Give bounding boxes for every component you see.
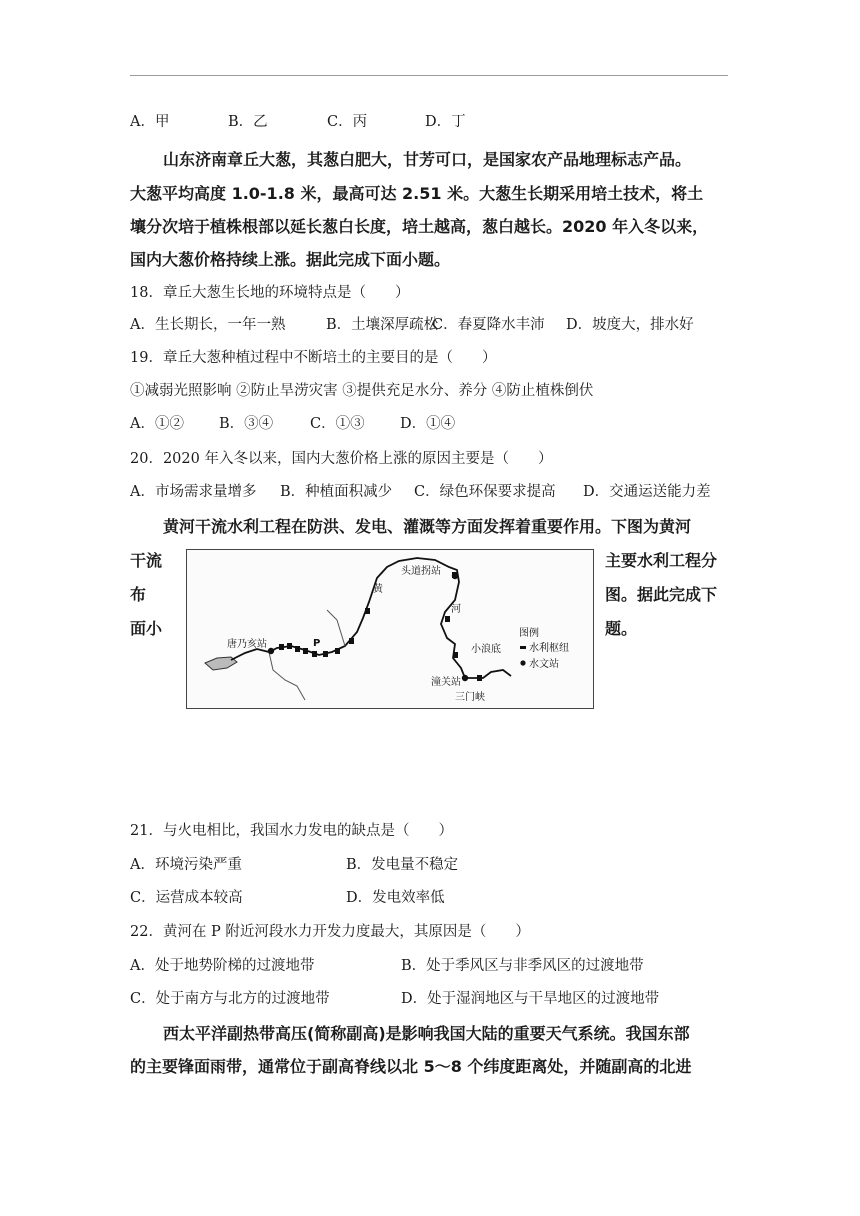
map-legend <box>519 626 569 670</box>
dam-marker <box>349 638 354 644</box>
station-tongguan <box>462 675 468 681</box>
q18-stem: 18．章丘大葱生长地的环境特点是（ ） <box>130 285 410 301</box>
q21-option-a: A．环境污染严重 <box>130 857 242 873</box>
passage2-left: 干流 <box>130 551 163 570</box>
dam-marker <box>365 608 370 614</box>
q21-option-d: D．发电效率低 <box>346 890 445 906</box>
passage1-line: 国内大葱价格持续上涨。据此完成下面小题。 <box>130 250 451 269</box>
q17-option-a: A．甲 <box>130 114 170 130</box>
q18-option-a: A．生长期长，一年一熟 <box>130 317 286 333</box>
q22-option-d: D．处于湿润地区与干旱地区的过渡地带 <box>401 991 660 1007</box>
q19-option-b: B．③④ <box>219 416 274 432</box>
q22-option-a: A．处于地势阶梯的过渡地带 <box>130 958 315 974</box>
dam-marker <box>477 675 482 681</box>
legend-dam: 水利枢纽 <box>529 643 569 654</box>
q20-option-c: C．绿色环保要求提高 <box>414 484 556 500</box>
label-tangnaihai: 唐乃亥站 <box>227 639 267 650</box>
legend-station: 水文站 <box>529 659 559 670</box>
label-he: 河 <box>451 604 461 615</box>
header-rule <box>130 75 728 76</box>
label-sanmenxia: 三门峡 <box>455 692 485 703</box>
dam-marker <box>303 648 308 654</box>
q19-option-a: A．①② <box>130 416 184 432</box>
q22-option-c: C．处于南方与北方的过渡地带 <box>130 991 330 1007</box>
passage2-left: 布 <box>130 585 147 604</box>
dam-marker <box>279 644 284 650</box>
passage2-right: 图。据此完成下 <box>605 585 718 604</box>
q21-option-b: B．发电量不稳定 <box>346 857 459 873</box>
passage3-line: 西太平洋副热带高压(简称副高)是影响我国大陆的重要天气系统。我国东部 <box>163 1024 690 1043</box>
yellow-river-map <box>186 549 594 709</box>
label-huang: 黄 <box>373 584 383 595</box>
passage1-line: 大葱平均高度 1.0-1.8 米，最高可达 2.51 米。大葱生长期采用培土技术，将土 <box>130 184 704 203</box>
passage3-line: 的主要锋面雨带，通常位于副高脊线以北 5～8 个纬度距离处，并随副高的北进 <box>130 1057 692 1076</box>
q18-option-d: D．坡度大，排水好 <box>566 317 694 333</box>
q19-stem: 19．章丘大葱种植过程中不断培土的主要目的是（ ） <box>130 350 497 366</box>
dam-marker <box>335 648 340 654</box>
label-tongguan: 潼关站 <box>431 677 461 688</box>
legend-title: 图例 <box>519 628 539 639</box>
label-xiaolangdi: 小浪底 <box>471 644 501 655</box>
legend-station-symbol <box>520 660 525 665</box>
label-toudaoguai: 头道拐站 <box>401 566 441 577</box>
yellow-river-line <box>231 558 511 678</box>
dam-marker <box>323 651 328 657</box>
q21-stem: 21．与火电相比，我国水力发电的缺点是（ ） <box>130 823 453 839</box>
q19-items: ①减弱光照影响 ②防止旱涝灾害 ③提供充足水分、养分 ④防止植株倒伏 <box>130 383 594 399</box>
tributary-line <box>327 610 345 646</box>
q19-option-d: D．①④ <box>400 416 456 432</box>
q17-option-d: D．丁 <box>425 114 466 130</box>
q21-option-c: C．运营成本较高 <box>130 890 243 906</box>
station-tangnaihai <box>268 648 274 654</box>
passage2-line: 黄河干流水利工程在防洪、发电、灌溉等方面发挥着重要作用。下图为黄河 <box>163 517 692 536</box>
q20-option-d: D．交通运送能力差 <box>583 484 711 500</box>
q18-option-c: C．春夏降水丰沛 <box>432 317 545 333</box>
q19-option-c: C．①③ <box>310 416 365 432</box>
passage1-line: 山东济南章丘大葱，其葱白肥大，甘芳可口，是国家农产品地理标志产品。 <box>163 150 692 169</box>
dam-marker <box>453 652 458 658</box>
q17-option-b: B．乙 <box>228 114 268 130</box>
q18-option-b: B．土壤深厚疏松 <box>326 317 439 333</box>
dam-marker <box>445 616 450 622</box>
q20-option-b: B．种植面积减少 <box>280 484 393 500</box>
tributary-line <box>269 652 305 700</box>
dam-marker <box>312 651 317 657</box>
q20-option-a: A．市场需求量增多 <box>130 484 257 500</box>
q20-stem: 20．2020 年入冬以来，国内大葱价格上涨的原因主要是（ ） <box>130 451 553 467</box>
dam-marker <box>287 643 292 649</box>
legend-dam-symbol <box>520 646 526 649</box>
label-p: P <box>313 638 321 649</box>
passage2-right: 题。 <box>605 619 638 638</box>
q22-option-b: B．处于季风区与非季风区的过渡地带 <box>401 958 644 974</box>
station-toudaoguai <box>452 573 458 579</box>
q22-stem: 22．黄河在 P 附近河段水力开发力度最大，其原因是（ ） <box>130 924 530 940</box>
passage2-left: 面小 <box>130 619 163 638</box>
q17-option-c: C．丙 <box>327 114 368 130</box>
passage1-line: 壤分次培于植株根部以延长葱白长度，培土越高，葱白越长。2020 年入冬以来， <box>130 217 709 236</box>
passage2-right: 主要水利工程分 <box>605 551 718 570</box>
dam-marker <box>295 646 300 652</box>
